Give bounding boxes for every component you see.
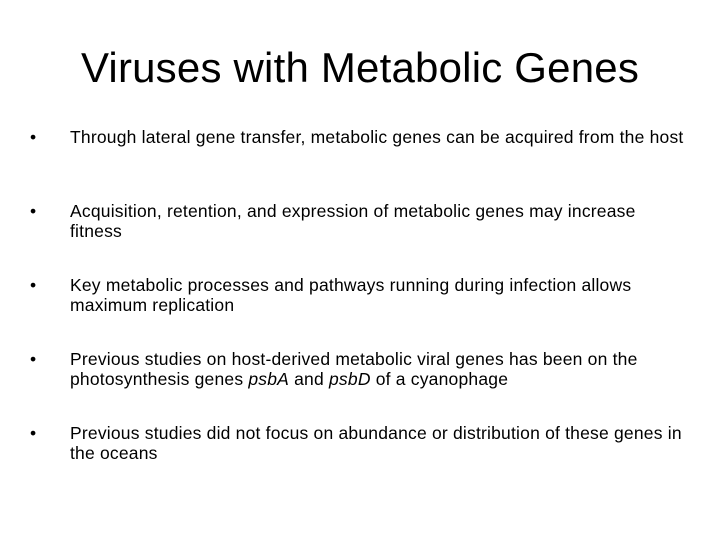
gene-name-psba: psbA	[248, 368, 290, 389]
bullet-marker: •	[30, 349, 37, 369]
bullet-marker: •	[30, 201, 37, 221]
bullet-text: Previous studies did not focus on abundance or distribution of these genes in the oceans	[70, 423, 682, 463]
bullet-list	[30, 128, 690, 498]
bullet-item-3	[30, 276, 690, 350]
bullet-text: Key metabolic processes and pathways running during infection allows maximum replication	[70, 275, 632, 315]
bullet-item-2	[30, 202, 690, 276]
bullet-item-4	[30, 350, 690, 424]
bullet-text	[70, 349, 638, 389]
bullet-text-part: Previous studies on host-derived metabolic viral genes has been on the photosynthesis genes	[70, 349, 638, 389]
bullet-text: Acquisition, retention, and expression of metabolic genes may increase fitness	[70, 201, 636, 241]
bullet-text-part: and	[289, 368, 329, 389]
bullet-text: Through lateral gene transfer, metabolic genes can be acquired from the host	[70, 127, 684, 147]
bullet-item-5	[30, 424, 690, 498]
bullet-item-1	[30, 128, 690, 202]
gene-name-psbd: psbD	[329, 368, 371, 389]
bullet-marker: •	[30, 275, 37, 295]
bullet-marker: •	[30, 423, 37, 443]
slide-title: Viruses with Metabolic Genes	[80, 44, 640, 91]
bullet-text-part: of a cyanophage	[370, 368, 509, 389]
bullet-marker: •	[30, 127, 37, 147]
